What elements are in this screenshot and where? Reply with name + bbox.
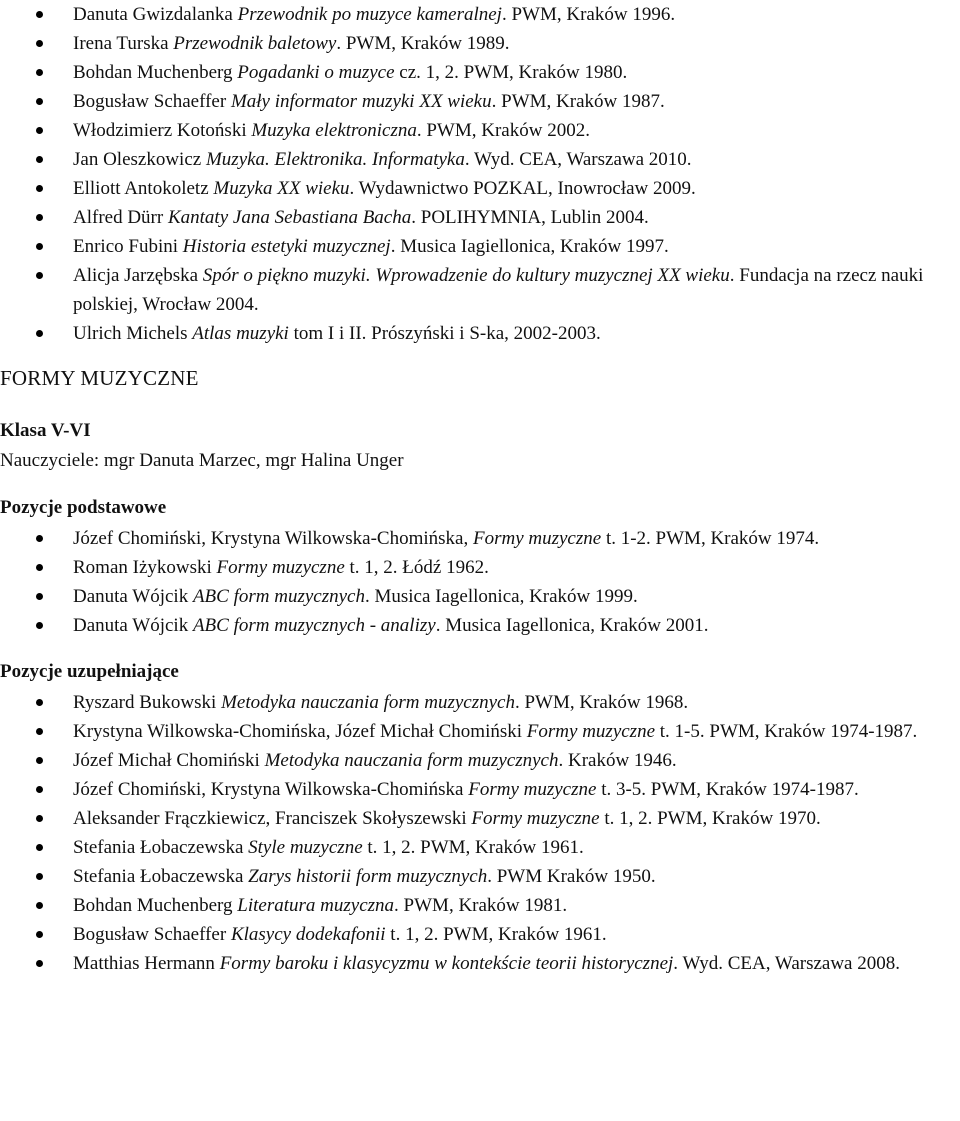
entry-publication: . PWM Kraków 1950.: [487, 866, 656, 887]
entry-author: Stefania Łobaczewska: [73, 837, 249, 858]
entry-publication: . PWM, Kraków 1989.: [336, 33, 510, 54]
entry-title: Formy muzyczne: [216, 557, 345, 578]
bullet-icon: [36, 844, 43, 851]
bullet-icon: [36, 902, 43, 909]
bullet-icon: [36, 330, 43, 337]
entry-publication: tom I i II. Prószyński i S-ka, 2002-2003.: [288, 323, 601, 344]
entry-publication: . Musica Iagellonica, Kraków 2001.: [435, 615, 709, 636]
list-item: [0, 611, 960, 640]
bullet-icon: [36, 728, 43, 735]
bullet-icon: [36, 185, 43, 192]
list-item: [0, 58, 960, 87]
bullet-icon: [36, 815, 43, 822]
entry-title: Przewodnik po muzyce kameralnej: [237, 4, 502, 25]
entry-author: Jan Oleszkowicz: [73, 149, 206, 170]
bullet-icon: [36, 214, 43, 221]
entry-publication: . Wyd. CEA, Warszawa 2010.: [464, 149, 692, 170]
entry-author: Elliott Antokoletz: [73, 178, 214, 199]
bullet-icon: [36, 243, 43, 250]
bibliography-list-basic: [0, 524, 960, 640]
entry-title: Formy muzyczne: [526, 721, 656, 742]
list-item: [0, 261, 960, 319]
bullet-icon: [36, 564, 43, 571]
entry-author: Enrico Fubini: [73, 236, 183, 257]
bullet-icon: [36, 69, 43, 76]
supplementary-positions-heading: Pozycje uzupełniające: [0, 661, 179, 682]
list-item: [0, 116, 960, 145]
list-item: [0, 319, 960, 348]
list-item: [0, 582, 960, 611]
entry-publication: t. 1, 2. Łódź 1962.: [344, 557, 489, 578]
entry-title: Metodyka nauczania form muzycznych: [264, 750, 559, 771]
entry-publication: t. 1, 2. PWM, Kraków 1970.: [599, 808, 821, 829]
bullet-icon: [36, 622, 43, 629]
entry-title: Spór o piękno muzyki. Wprowadzenie do kultury muzycznej XX wieku: [202, 265, 730, 286]
bullet-icon: [36, 699, 43, 706]
entry-title: Zarys historii form muzycznych: [248, 866, 488, 887]
entry-publication: . Wydawnictwo POZKAL, Inowrocław 2009.: [349, 178, 696, 199]
bullet-icon: [36, 127, 43, 134]
list-item: [0, 804, 960, 833]
entry-title: Klasycy dodekafonii: [230, 924, 386, 945]
entry-publication: . POLIHYMNIA, Lublin 2004.: [411, 207, 649, 228]
list-item: [0, 553, 960, 582]
teachers-line: Nauczyciele: mgr Danuta Marzec, mgr Halina Unger: [0, 450, 404, 471]
list-item: [0, 920, 960, 949]
entry-author: Alfred Dürr: [73, 207, 168, 228]
list-item: [0, 232, 960, 261]
bullet-icon: [36, 786, 43, 793]
bullet-icon: [36, 960, 43, 967]
entry-publication: . Wyd. CEA, Warszawa 2008.: [673, 953, 900, 974]
list-item: [0, 87, 960, 116]
entry-title: Formy baroku i klasycyzmu w kontekście teorii historycznej: [219, 953, 674, 974]
entry-publication: t. 1, 2. PWM, Kraków 1961.: [385, 924, 607, 945]
entry-author: Bogusław Schaeffer: [73, 91, 231, 112]
entry-publication: . Fundacja na rzecz nauki polskiej, Wrocław 2004.: [73, 265, 924, 315]
entry-publication: . Musica Iagellonica, Kraków 1999.: [364, 586, 638, 607]
entry-publication: . PWM, Kraków 1968.: [514, 692, 689, 713]
entry-title: Literatura muzyczna: [237, 895, 395, 916]
entry-publication: t. 1-2. PWM, Kraków 1974.: [601, 528, 820, 549]
entry-author: Bogusław Schaeffer: [73, 924, 231, 945]
bullet-icon: [36, 272, 43, 279]
list-item: [0, 0, 960, 29]
bullet-icon: [36, 98, 43, 105]
entry-author: Stefania Łobaczewska: [73, 866, 249, 887]
entry-title: Muzyka XX wieku: [213, 178, 350, 199]
list-item: [0, 833, 960, 862]
entry-title: ABC form muzycznych: [192, 586, 365, 607]
entry-publication: . Kraków 1946.: [558, 750, 677, 771]
bullet-icon: [36, 156, 43, 163]
bullet-icon: [36, 593, 43, 600]
entry-publication: t. 3-5. PWM, Kraków 1974-1987.: [596, 779, 859, 800]
entry-publication: . PWM, Kraków 2002.: [416, 120, 590, 141]
entry-author: Ryszard Bukowski: [73, 692, 222, 713]
entry-author: Ulrich Michels: [73, 323, 193, 344]
entry-author: Włodzimierz Kotoński: [73, 120, 252, 141]
bullet-icon: [36, 40, 43, 47]
class-label: Klasa V-VI: [0, 420, 91, 441]
bibliography-list-supplementary: [0, 688, 960, 978]
entry-publication: . PWM, Kraków 1996.: [501, 4, 676, 25]
list-item: [0, 688, 960, 717]
entry-title: ABC form muzycznych - analizy: [192, 615, 436, 636]
entry-publication: . PWM, Kraków 1981.: [394, 895, 568, 916]
list-item: [0, 203, 960, 232]
entry-author: Aleksander Frączkiewicz, Franciszek Skołyszewski: [73, 808, 472, 829]
entry-author: Roman Iżykowski: [73, 557, 217, 578]
entry-author: Alicja Jarzębska: [73, 265, 203, 286]
list-item: [0, 717, 960, 746]
entry-publication: cz. 1, 2. PWM, Kraków 1980.: [394, 62, 628, 83]
entry-title: Style muzyczne: [248, 837, 363, 858]
entry-title: Przewodnik baletowy: [173, 33, 337, 54]
entry-author: Bohdan Muchenberg: [73, 895, 238, 916]
bullet-icon: [36, 535, 43, 542]
bullet-icon: [36, 757, 43, 764]
entry-title: Metodyka nauczania form muzycznych: [221, 692, 515, 713]
entry-author: Józef Chomiński, Krystyna Wilkowska-Chomińska,: [73, 528, 473, 549]
list-item: [0, 891, 960, 920]
entry-author: Danuta Wójcik: [73, 615, 193, 636]
entry-publication: t. 1-5. PWM, Kraków 1974-1987.: [655, 721, 918, 742]
entry-title: Historia estetyki muzycznej: [182, 236, 391, 257]
entry-title: Formy muzyczne: [471, 808, 600, 829]
entry-title: Kantaty Jana Sebastiana Bacha: [167, 207, 412, 228]
entry-title: Formy muzyczne: [468, 779, 597, 800]
entry-title: Pogadanki o muzyce: [237, 62, 395, 83]
bullet-icon: [36, 873, 43, 880]
list-item: [0, 29, 960, 58]
list-item: [0, 775, 960, 804]
entry-title: Muzyka elektroniczna: [251, 120, 417, 141]
bullet-icon: [36, 11, 43, 18]
entry-author: Danuta Wójcik: [73, 586, 193, 607]
list-item: [0, 174, 960, 203]
entry-author: Danuta Gwizdalanka: [73, 4, 238, 25]
list-item: [0, 949, 960, 978]
entry-title: Mały informator muzyki XX wieku: [230, 91, 492, 112]
entry-author: Józef Michał Chomiński: [73, 750, 265, 771]
entry-author: Bohdan Muchenberg: [73, 62, 238, 83]
entry-author: Józef Chomiński, Krystyna Wilkowska-Chomińska: [73, 779, 469, 800]
bullet-icon: [36, 931, 43, 938]
entry-title: Atlas muzyki: [192, 323, 289, 344]
list-item: [0, 862, 960, 891]
section-title: FORMY MUZYCZNE: [0, 366, 199, 390]
bibliography-list-general: [0, 0, 960, 348]
entry-title: Muzyka. Elektronika. Informatyka: [205, 149, 465, 170]
entry-publication: . PWM, Kraków 1987.: [491, 91, 665, 112]
entry-publication: t. 1, 2. PWM, Kraków 1961.: [362, 837, 584, 858]
entry-author: Krystyna Wilkowska-Chomińska, Józef Michał Chomiński: [73, 721, 527, 742]
list-item: [0, 145, 960, 174]
basic-positions-heading: Pozycje podstawowe: [0, 497, 167, 518]
entry-title: Formy muzyczne: [472, 528, 602, 549]
entry-author: Irena Turska: [73, 33, 174, 54]
entry-publication: . Musica Iagiellonica, Kraków 1997.: [390, 236, 669, 257]
list-item: [0, 524, 960, 553]
entry-author: Matthias Hermann: [73, 953, 220, 974]
list-item: [0, 746, 960, 775]
